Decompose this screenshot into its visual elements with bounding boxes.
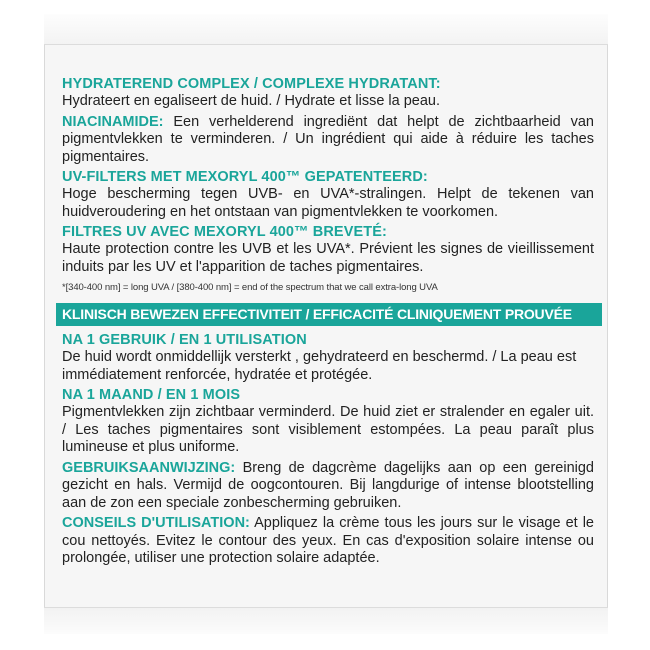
after-1-month-text: Pigmentvlekken zijn zichtbaar verminderd. De huid ziet er stralender en egaler uit. / Les taches pigmentaires sont visiblement estompées. La peau paraît plus lumineuse et plus uniforme. [62, 404, 594, 455]
usage-nl-section [62, 460, 594, 513]
after-1-use-section [62, 332, 594, 384]
uv-filters-nl-section [62, 169, 594, 221]
niacinamide-text: Een verhelderend ingrediënt dat helpt de zichtbaarheid van pigmentvlekken te verminderen. / Un ingrédient qui aide à réduire les taches pigmentaires. [62, 113, 594, 165]
usage-fr-text: Appliquez la crème tous les jours sur le visage et le cou nettoyés. Evitez le contour des yeux. En cas d'exposition solaire intense ou prolongée, utiliser une protection solaire adaptée. [62, 515, 594, 566]
clinical-efficacy-banner: KLINISCH BEWEZEN EFFECTIVITEIT / EFFICACITÉ CLINIQUEMENT PROUVÉE [56, 303, 602, 326]
uva-footnote: *[340-400 nm] = long UVA / [380-400 nm] = end of the spectrum that we call extra-long UVA [62, 282, 438, 293]
uv-filters-fr-heading: FILTRES UV AVEC MEXORYL 400™ BREVETÉ: [62, 224, 387, 240]
after-1-month-heading: NA 1 MAAND / EN 1 MOIS [62, 387, 241, 403]
usage-nl-heading: GEBRUIKSAANWIJZING: [62, 459, 236, 476]
hydrating-section [62, 76, 594, 111]
box-top-edge [0, 0, 650, 14]
usage-nl-text: Breng de dagcrème dagelijks aan op een gereinigd gezicht en hals. Vermijd de oogcontouren. Bij langdurige of intense blootstelling aan de zon een speciale zonbescherming gebruiken. [62, 459, 594, 511]
uv-filters-nl-heading: UV-FILTERS MET MEXORYL 400™ GEPATENTEERD: [62, 169, 428, 185]
uv-filters-nl-text: Hoge bescherming tegen UVB- en UVA*-stralingen. Helpt de tekenen van huidveroudering en het ontstaan van pigmentvlekken te voorkomen. [62, 186, 594, 220]
niacinamide-section [62, 114, 594, 167]
hydrating-heading: HYDRATEREND COMPLEX / COMPLEXE HYDRATANT: [62, 76, 441, 92]
uv-filters-fr-text: Haute protection contre les UVB et les UVA*. Prévient les signes de vieillissement induits par les UV et l'apparition de taches pigmentaires. [62, 241, 594, 275]
after-1-use-heading: NA 1 GEBRUIK / EN 1 UTILISATION [62, 332, 307, 348]
usage-fr-section [62, 515, 594, 568]
label-text-area [62, 76, 594, 568]
after-1-month-section [62, 387, 594, 457]
usage-fr-heading: CONSEILS D'UTILISATION: [62, 515, 250, 531]
hydrating-text: Hydrateert en egaliseert de huid. / Hydrate et lisse la peau. [62, 93, 441, 109]
after-1-use-text: De huid wordt onmiddellijk versterkt , gehydrateerd en beschermd. / La peau est immédiatement renforcée, hydratée et protégée. [62, 349, 577, 383]
niacinamide-heading: NIACINAMIDE: [62, 113, 164, 130]
uv-filters-fr-section [62, 224, 594, 276]
